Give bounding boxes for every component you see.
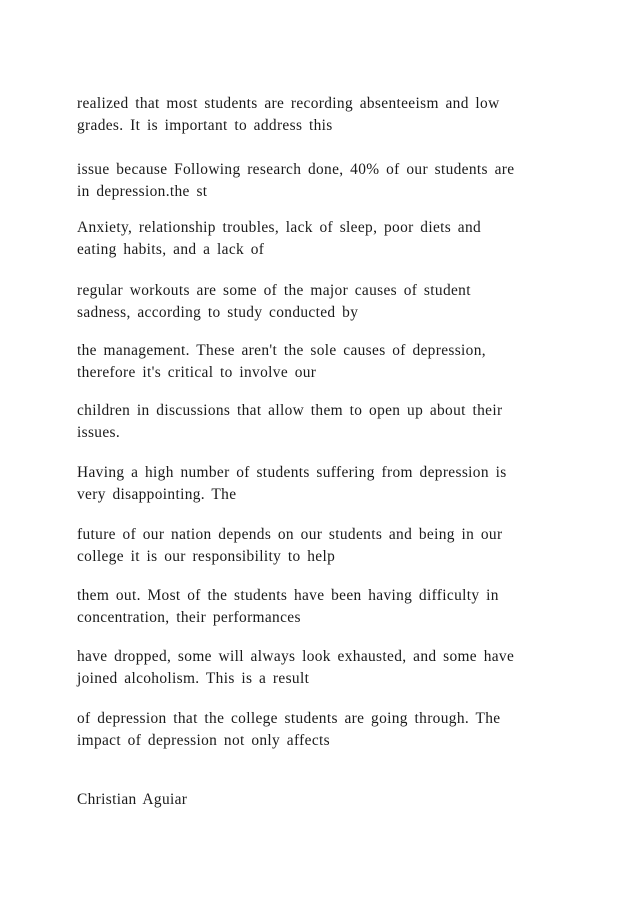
paragraph-1: [77, 93, 567, 137]
text-line: in depression.the st: [77, 183, 208, 200]
text-line: concentration, their performances: [77, 609, 301, 626]
text-line: issue because Following research done, 40% of our students are: [77, 161, 515, 178]
text-line: of depression that the college students are going through. The: [77, 710, 501, 727]
paragraph-7: [77, 462, 567, 506]
paragraph-8: [77, 524, 567, 568]
text-line: Anxiety, relationship troubles, lack of sleep, poor diets and: [77, 219, 482, 236]
text-line: therefore it's critical to involve our: [77, 364, 317, 381]
text-line: eating habits, and a lack of: [77, 241, 265, 258]
author-line: Christian Aguiar: [77, 791, 188, 808]
author-name: [77, 789, 567, 811]
text-line: college it is our responsibility to help: [77, 548, 336, 565]
paragraph-2: [77, 159, 567, 203]
paragraph-11: [77, 708, 567, 752]
text-line: very disappointing. The: [77, 486, 237, 503]
text-line: issues.: [77, 424, 121, 441]
text-line: the management. These aren't the sole causes of depression,: [77, 342, 486, 359]
paragraph-10: [77, 646, 567, 690]
paragraph-5: [77, 340, 567, 384]
paragraph-9: [77, 585, 567, 629]
text-line: future of our nation depends on our students and being in our: [77, 526, 503, 543]
text-line: children in discussions that allow them to open up about their: [77, 402, 503, 419]
text-line: them out. Most of the students have been having difficulty in: [77, 587, 499, 604]
paragraph-4: [77, 280, 567, 324]
text-line: joined alcoholism. This is a result: [77, 670, 310, 687]
text-line: sadness, according to study conducted by: [77, 304, 359, 321]
text-line: grades. It is important to address this: [77, 117, 333, 134]
text-line: have dropped, some will always look exhausted, and some have: [77, 648, 515, 665]
paragraph-6: [77, 400, 567, 444]
text-line: realized that most students are recording absenteeism and low: [77, 95, 500, 112]
paragraph-3: [77, 217, 567, 261]
text-line: regular workouts are some of the major causes of student: [77, 282, 471, 299]
text-line: impact of depression not only affects: [77, 732, 330, 749]
text-line: Having a high number of students suffering from depression is: [77, 464, 507, 481]
